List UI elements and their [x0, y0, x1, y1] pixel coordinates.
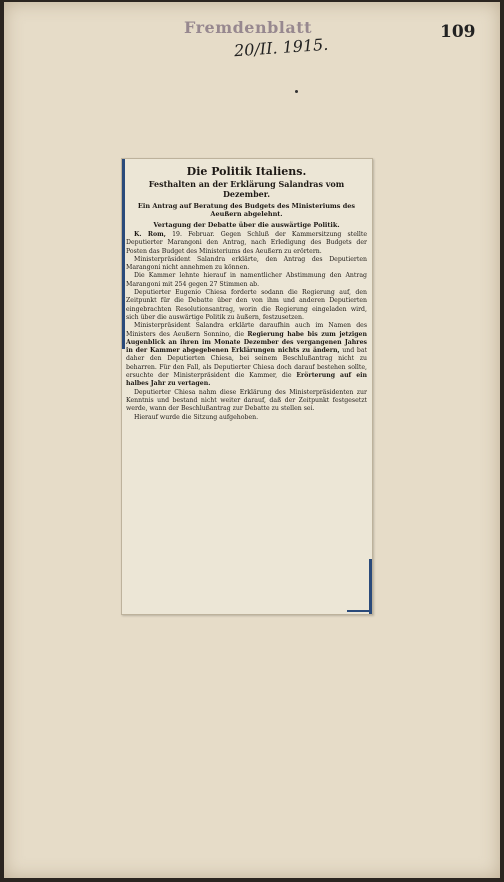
- article-subtitle: Festhalten an der Erklärung Salandras vom Dezember.: [148, 179, 345, 199]
- paragraph-5-text: Ministerpräsident Salandra erklärte daraufhin auch im Namen des Ministers des Aeußern Sonnino, die: [126, 322, 367, 338]
- paragraph-5-bold-end: Erörterung auf ein halbes Jahr zu vertagen.: [126, 372, 367, 388]
- page-number: 109: [440, 22, 476, 42]
- paragraph-3: Die Kammer lehnte hierauf in namentlicher Abstimmung den Antrag Marangoni mit 254 gegen 27 Stimmen ab.: [126, 272, 367, 288]
- ink-dot: [295, 90, 298, 93]
- article: [126, 163, 367, 422]
- blue-pencil-mark-left: [122, 159, 125, 349]
- paragraph-6: Deputierter Chiesa nahm diese Erklärung des Ministerpräsidenten zur Kenntnis und bestand nicht weiter darauf, daß der Zeitpunkt festgesetzt werde, wann der Beschlußantrag zur Debatte zu stellen sei.: [126, 388, 367, 413]
- article-title: Die Politik Italiens.: [186, 165, 307, 178]
- archive-page: [4, 2, 500, 878]
- paragraph-1: [126, 231, 367, 256]
- newspaper-stamp: Fremdenblatt: [184, 18, 313, 37]
- article-subhead-1: Ein Antrag auf Beratung des Budgets des Ministeriums des Aeußern abgelehnt.: [137, 202, 356, 218]
- blue-pencil-mark-right: [369, 559, 372, 614]
- paragraph-7: Hierauf wurde die Sitzung aufgehoben.: [134, 413, 259, 421]
- newspaper-clipping: [121, 158, 373, 615]
- paragraph-1-text: 19. Februar. Gegen Schluß der Kammersitzung stellte Deputierter Marangoni den Antrag, nach Erledigung des Budgets der Posten das Budget des Ministeriums des Aeußern zu erörtern.: [126, 231, 367, 255]
- paragraph-2: Ministerpräsident Salandra erklärte, den Antrag des Deputierten Marangoni nicht annehmen zu können.: [126, 255, 367, 272]
- blue-pencil-mark-bottom: [347, 610, 371, 612]
- paragraph-5-bold: Regierung habe bis zum jetzigen Augenblick an ihren im Monate Dezember des vergangenen Jahres in der Kammer abgegebenen Erklärungen nichts zu ändern,: [126, 330, 367, 355]
- handwritten-date: 20/II. 1915.: [233, 34, 329, 61]
- paragraph-5-cont: und bat daher den Deputierten Chiesa, bei seinem Beschlußantrag nicht zu beharren. Für den Fall, als Deputierter Chiesa doch darauf bestehen sollte, ersuchte der Ministerpräsident die Kammer, die: [126, 347, 367, 380]
- article-subhead-2: Vertagung der Debatte über die auswärtige Politik.: [153, 221, 340, 229]
- paragraph-5: [126, 322, 367, 388]
- dateline: K. Rom,: [134, 231, 166, 238]
- paragraph-4: Deputierter Eugenio Chiesa forderte sodann die Regierung auf, den Zeitpunkt für die Debatte über den von ihm und anderen Deputierten eingebrachten Resolutionsantrag, worin die Regierung eingeladen wird, sich über die auswärtige Politik zu äußern, festzusetzen.: [126, 289, 367, 321]
